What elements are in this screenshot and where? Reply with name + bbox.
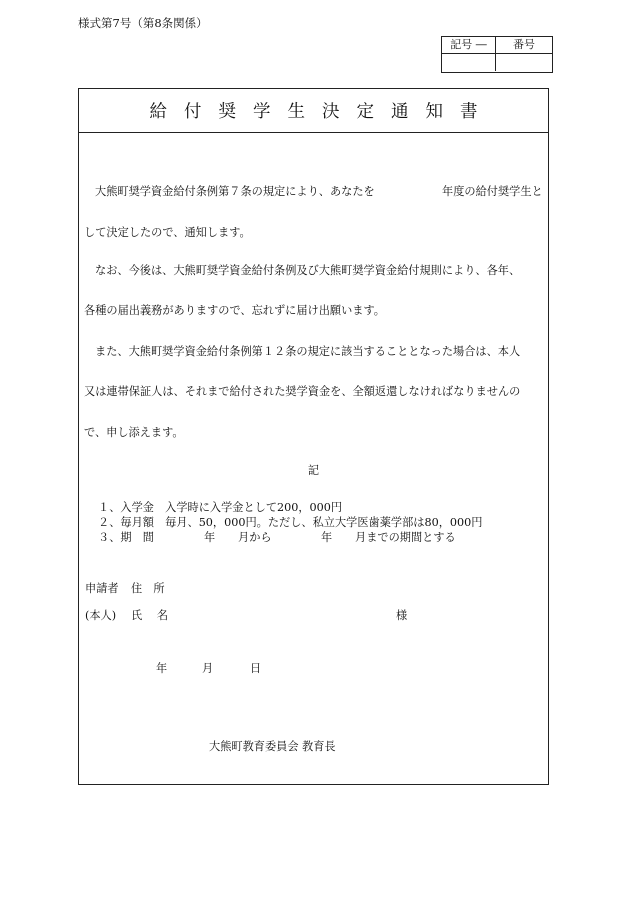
body-p1-line1: 大熊町奨学資金給付条例第７条の規定により、あなたを	[95, 185, 375, 198]
item-1: １、入学金 入学時に入学金として200，000円	[98, 501, 343, 514]
document-frame	[78, 88, 549, 785]
body-p3-line3: で、申し添えます。	[84, 426, 184, 439]
body-p3-line1: また、大熊町奨学資金給付条例第１２条の規定に該当することとなった場合は、本人	[95, 345, 521, 358]
document-title: 給付奨学生決定通知書	[79, 89, 548, 133]
bangou-label: 番号	[496, 37, 552, 54]
date-day: 日	[250, 662, 262, 675]
form-number: 様式第7号（第8条関係）	[78, 16, 208, 30]
kigou-value[interactable]	[442, 54, 496, 71]
number-box	[441, 36, 553, 73]
date-year: 年	[156, 662, 168, 675]
body-p1-line2: して決定したので、通知します。	[84, 226, 251, 239]
issuer: 大熊町教育委員会 教育長	[209, 740, 336, 753]
name-label: 氏 名	[131, 609, 169, 622]
applicant-label: 申請者	[85, 582, 119, 595]
body-p1-year-suffix: 年度の給付奨学生と	[442, 185, 543, 198]
note-heading: 記	[307, 464, 320, 477]
kigou-label: 記号 ―	[442, 37, 496, 54]
body-p2-line2: 各種の届出義務がありますので、忘れずに届け出願います。	[84, 304, 385, 317]
honorific: 様	[396, 609, 408, 622]
item-3-month-to: 月までの期間とする	[355, 531, 456, 544]
item-3-year-to: 年	[321, 531, 333, 544]
item-3-label: ３、期 間	[98, 531, 154, 544]
body-p2-line1: なお、今後は、大熊町奨学資金給付条例及び大熊町奨学資金給付規則により、各年、	[95, 264, 521, 277]
person-label: (本人)	[85, 609, 117, 622]
date-month: 月	[202, 662, 214, 675]
item-2: ２、毎月額 毎月、50，000円。ただし、私立大学医歯薬学部は80，000円	[98, 516, 483, 529]
item-3-month-from: 月から	[238, 531, 272, 544]
body-p3-line2: 又は連帯保証人は、それまで給付された奨学資金を、全額返還しなければなりませんの	[84, 385, 521, 398]
item-3-year-from: 年	[204, 531, 216, 544]
address-label: 住 所	[131, 582, 165, 595]
bangou-value[interactable]	[496, 54, 552, 71]
